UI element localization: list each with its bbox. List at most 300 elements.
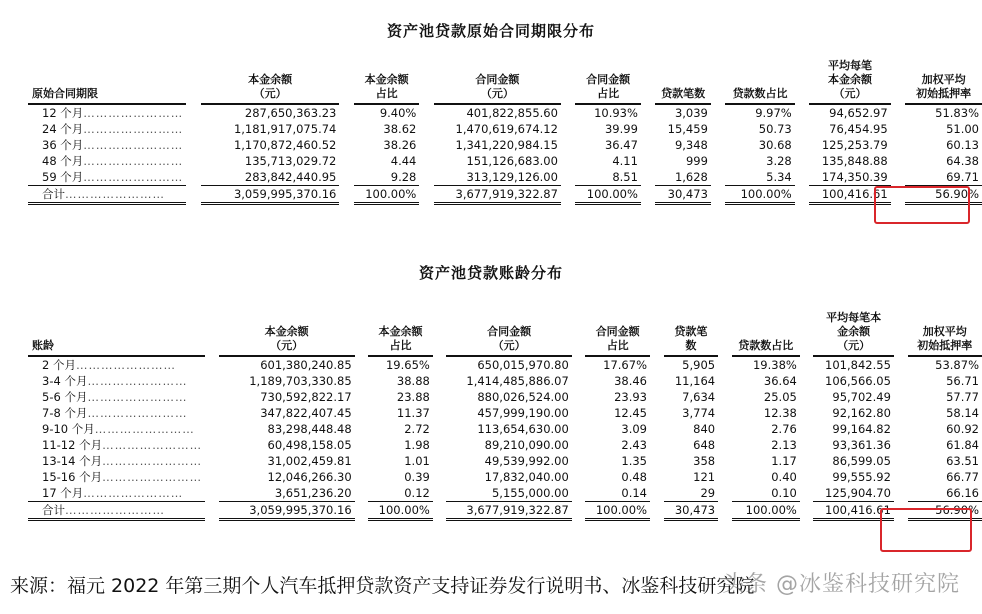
column-gap (572, 373, 586, 389)
table-cell: 347,822,407.45 (260, 406, 352, 420)
table-cell: 3.09 (621, 422, 647, 436)
column-gap (718, 453, 732, 469)
column-gap (186, 104, 201, 121)
leader-dots: …………………… (65, 503, 165, 517)
column-gap (561, 153, 576, 169)
column-gap (800, 389, 814, 405)
table-cell: 2.43 (621, 438, 647, 452)
column-gap (894, 356, 908, 373)
column-gap (205, 453, 219, 469)
table-cell: 64.38 (946, 154, 979, 168)
column-header: 原始合同期限 (28, 44, 186, 104)
column-gap (800, 453, 814, 469)
leader-dots: …………………… (83, 138, 184, 152)
leader-dots: …………………… (87, 406, 188, 420)
column-gap (718, 469, 732, 485)
column-gap (711, 104, 726, 121)
table-cell: 8.51 (612, 170, 638, 184)
leader-dots: …………………… (102, 470, 203, 484)
column-gap (433, 437, 447, 453)
table-cell: 1,189,703,330.85 (249, 374, 352, 388)
column-gap (572, 469, 586, 485)
column-gap (800, 421, 814, 437)
column-gap (572, 485, 586, 502)
table-cell: 1.35 (621, 454, 647, 468)
column-gap (205, 389, 219, 405)
column-gap (339, 137, 354, 153)
table-cell: 135,713,029.72 (244, 154, 337, 168)
column-gap (339, 169, 354, 186)
column-gap (186, 186, 201, 204)
column-gap (419, 137, 434, 153)
table-cell: 100.00% (354, 186, 420, 204)
table-cell: 1,170,872,460.52 (233, 138, 337, 152)
leader-dots: …………………… (94, 422, 195, 436)
total-row (28, 502, 982, 520)
column-gap (650, 373, 664, 389)
table-cell: 56.71 (946, 374, 979, 388)
column-gap (711, 153, 726, 169)
table-cell: 5,905 (682, 358, 716, 372)
table-cell: 3,677,919,322.87 (446, 502, 571, 520)
row-label: 11-12 个月…………………… (42, 438, 203, 452)
table-cell: 38.26 (383, 138, 417, 152)
table-cell: 31,002,459.81 (267, 454, 352, 468)
column-header: 合同金额 占比 (575, 44, 641, 104)
loan-age-table (28, 292, 982, 521)
column-header: 贷款笔数 (655, 44, 710, 104)
column-gap (641, 169, 656, 186)
leader-dots: …………………… (87, 390, 188, 404)
column-gap (650, 356, 664, 373)
row-label: 3-4 个月…………………… (42, 374, 188, 388)
column-gap (650, 421, 664, 437)
column-gap (355, 292, 369, 356)
table-cell: 58.14 (946, 406, 979, 420)
column-gap (186, 44, 201, 104)
table-cell: 12,046,266.30 (267, 470, 352, 484)
column-gap (641, 137, 656, 153)
column-gap (419, 169, 434, 186)
table-cell: 1,414,485,886.07 (466, 374, 569, 388)
column-gap (891, 44, 906, 104)
table-row (28, 137, 982, 153)
table-cell: 63.51 (946, 454, 979, 468)
column-gap (205, 373, 219, 389)
table-cell: 92,162.80 (832, 406, 891, 420)
table-cell: 840 (693, 422, 716, 436)
column-gap (339, 153, 354, 169)
table-cell: 60,498,158.05 (267, 438, 352, 452)
table-cell: 0.10 (771, 486, 797, 500)
table-cell: 601,380,240.85 (260, 358, 352, 372)
column-gap (339, 104, 354, 121)
leader-dots: …………………… (102, 438, 203, 452)
table-cell: 23.93 (614, 390, 647, 404)
table-cell: 17.67% (603, 358, 647, 372)
column-gap (355, 389, 369, 405)
column-header: 加权平均 初始抵押率 (905, 44, 982, 104)
column-header: 加权平均 初始抵押率 (908, 292, 982, 356)
column-gap (894, 389, 908, 405)
table-cell: 1,470,619,674.12 (455, 122, 558, 136)
column-header: 贷款数占比 (725, 44, 794, 104)
column-gap (355, 356, 369, 373)
column-gap (186, 169, 201, 186)
column-gap (650, 502, 664, 520)
table-cell: 11,164 (674, 374, 716, 388)
column-gap (641, 44, 656, 104)
table-header-row (28, 292, 982, 356)
table-cell: 100.00% (575, 186, 641, 204)
column-gap (800, 502, 814, 520)
column-gap (641, 153, 656, 169)
table-cell: 56.90% (908, 502, 982, 520)
leader-dots: …………………… (83, 486, 184, 500)
table-row (28, 453, 982, 469)
column-gap (711, 137, 726, 153)
table-cell: 23.88 (396, 390, 430, 404)
leader-dots: …………………… (75, 358, 176, 372)
leader-dots: …………………… (87, 374, 188, 388)
column-gap (572, 292, 586, 356)
column-gap (433, 453, 447, 469)
table-row (28, 389, 982, 405)
table-cell: 100,416.61 (809, 186, 890, 204)
table-cell: 66.16 (946, 486, 979, 500)
column-gap (891, 169, 906, 186)
column-gap (433, 485, 447, 502)
table-cell: 49,539,992.00 (484, 454, 569, 468)
table-cell: 650,015,970.80 (477, 358, 569, 372)
leader-dots: …………………… (83, 154, 184, 168)
table-cell: 19.65% (385, 358, 430, 372)
column-gap (205, 469, 219, 485)
column-gap (419, 44, 434, 104)
column-gap (561, 186, 576, 204)
column-gap (891, 137, 906, 153)
row-label: 15-16 个月…………………… (42, 470, 203, 484)
column-gap (205, 502, 219, 520)
table-cell: 36.47 (604, 138, 638, 152)
column-gap (572, 453, 586, 469)
column-gap (355, 502, 369, 520)
column-gap (641, 186, 656, 204)
column-gap (795, 153, 810, 169)
table-cell: 9.40% (379, 106, 417, 120)
table-row (28, 356, 982, 373)
column-gap (711, 44, 726, 104)
table-cell: 106,566.05 (825, 374, 891, 388)
column-gap (641, 121, 656, 137)
table-cell: 1,628 (674, 170, 708, 184)
column-gap (433, 502, 447, 520)
leader-dots: …………………… (83, 106, 184, 120)
table-cell: 39.99 (604, 122, 638, 136)
column-gap (891, 121, 906, 137)
column-gap (186, 153, 201, 169)
table-cell: 86,599.05 (832, 454, 891, 468)
column-gap (894, 437, 908, 453)
column-gap (800, 485, 814, 502)
table-cell: 1,181,917,075.74 (233, 122, 337, 136)
table-cell: 60.92 (946, 422, 979, 436)
table-cell: 1.17 (771, 454, 797, 468)
table-cell: 121 (693, 470, 716, 484)
column-gap (561, 104, 576, 121)
column-gap (339, 121, 354, 137)
column-gap (650, 292, 664, 356)
table-cell: 730,592,822.17 (260, 390, 352, 404)
column-gap (795, 121, 810, 137)
column-gap (205, 405, 219, 421)
table-cell: 15,459 (667, 122, 708, 136)
row-label: 13-14 个月…………………… (42, 454, 203, 468)
column-gap (894, 453, 908, 469)
leader-dots: …………………… (65, 187, 165, 201)
column-gap (894, 421, 908, 437)
table-cell: 95,702.49 (832, 390, 891, 404)
column-gap (718, 502, 732, 520)
table-cell: 69.71 (946, 170, 979, 184)
row-label: 2 个月…………………… (42, 358, 176, 372)
table-cell: 313,129,126.00 (466, 170, 558, 184)
table-cell: 9.28 (390, 170, 417, 184)
contract-term-table (28, 44, 982, 205)
column-gap (419, 153, 434, 169)
table-cell: 4.44 (390, 154, 417, 168)
column-gap (795, 44, 810, 104)
table-cell: 3,774 (682, 406, 716, 420)
column-gap (800, 405, 814, 421)
table-row (28, 421, 982, 437)
column-gap (894, 469, 908, 485)
column-header: 贷款数占比 (732, 292, 800, 356)
column-gap (433, 373, 447, 389)
table-cell: 51.00 (946, 122, 979, 136)
column-gap (795, 169, 810, 186)
column-gap (433, 421, 447, 437)
column-gap (419, 104, 434, 121)
table-cell: 57.77 (946, 390, 979, 404)
column-gap (718, 389, 732, 405)
column-gap (795, 186, 810, 204)
column-gap (561, 169, 576, 186)
table-cell: 135,848.88 (821, 154, 888, 168)
leader-dots: …………………… (83, 170, 184, 184)
table-row (28, 121, 982, 137)
column-gap (355, 373, 369, 389)
total-row (28, 186, 982, 204)
table-row (28, 104, 982, 121)
table-cell: 2.76 (771, 422, 797, 436)
column-gap (433, 405, 447, 421)
row-label: 7-8 个月…………………… (42, 406, 188, 420)
column-gap (433, 469, 447, 485)
row-label: 17 个月…………………… (42, 486, 184, 500)
table-cell: 7,634 (682, 390, 716, 404)
column-gap (641, 104, 656, 121)
table-cell: 99,164.82 (832, 422, 891, 436)
table-cell: 30,473 (655, 186, 710, 204)
column-gap (650, 453, 664, 469)
table-cell: 51.83% (935, 106, 979, 120)
table1-title: 资产池贷款原始合同期限分布 (386, 22, 595, 40)
table-cell: 89,210,090.00 (484, 438, 569, 452)
column-gap (894, 292, 908, 356)
column-gap (711, 121, 726, 137)
column-gap (718, 373, 732, 389)
column-gap (419, 121, 434, 137)
column-header: 合同金额 （元） (446, 292, 571, 356)
table-cell: 76,454.95 (829, 122, 888, 136)
row-label: 12 个月…………………… (42, 106, 184, 120)
column-gap (572, 421, 586, 437)
column-gap (711, 169, 726, 186)
table-cell: 100.00% (725, 186, 794, 204)
column-gap (891, 104, 906, 121)
table-cell: 53.87% (935, 358, 979, 372)
column-header: 合同金额 占比 (585, 292, 650, 356)
table-cell: 1.01 (404, 454, 430, 468)
column-gap (355, 405, 369, 421)
column-gap (718, 405, 732, 421)
source-caption: 来源：福元 2022 年第三期个人汽车抵押贷款资产支持证券发行说明书、冰鉴科技研究院 (10, 575, 755, 597)
table-cell: 83,298,448.48 (267, 422, 352, 436)
row-label: 48 个月…………………… (42, 154, 184, 168)
table-cell: 38.46 (614, 374, 647, 388)
table-cell: 99,555.92 (832, 470, 891, 484)
column-gap (572, 389, 586, 405)
column-gap (205, 485, 219, 502)
column-gap (891, 153, 906, 169)
table-cell: 0.40 (771, 470, 797, 484)
table2-title: 资产池贷款账龄分布 (418, 264, 563, 282)
column-gap (186, 121, 201, 137)
column-gap (433, 389, 447, 405)
column-header: 本金余额 （元） (219, 292, 355, 356)
leader-dots: …………………… (102, 454, 203, 468)
table-cell: 5,155,000.00 (491, 486, 569, 500)
column-gap (650, 485, 664, 502)
leader-dots: …………………… (83, 122, 184, 136)
table-cell: 125,904.70 (825, 486, 891, 500)
column-header: 账龄 (28, 292, 205, 356)
column-gap (355, 485, 369, 502)
table-cell: 56.90% (905, 186, 982, 204)
column-gap (572, 405, 586, 421)
table-cell: 2.72 (404, 422, 430, 436)
table-cell: 113,654,630.00 (477, 422, 569, 436)
table-cell: 93,361.36 (832, 438, 891, 452)
table-cell: 30.68 (758, 138, 792, 152)
column-gap (205, 356, 219, 373)
column-gap (205, 437, 219, 453)
table-cell: 999 (685, 154, 708, 168)
column-gap (339, 186, 354, 204)
column-gap (711, 186, 726, 204)
column-gap (650, 469, 664, 485)
column-gap (186, 137, 201, 153)
column-gap (433, 356, 447, 373)
row-label: 9-10 个月…………………… (42, 422, 195, 436)
column-gap (561, 121, 576, 137)
table-cell: 648 (693, 438, 716, 452)
row-label: 5-6 个月…………………… (42, 390, 188, 404)
table-cell: 3,651,236.20 (274, 486, 352, 500)
table-cell: 151,126,683.00 (466, 154, 558, 168)
table-cell: 457,999,190.00 (477, 406, 569, 420)
column-gap (561, 44, 576, 104)
table-cell: 36.64 (763, 374, 797, 388)
watermark: 头条 @冰鉴科技研究院 (722, 572, 960, 597)
table-cell: 0.14 (621, 486, 647, 500)
column-gap (650, 437, 664, 453)
row-label: 合计…………………… (28, 502, 205, 520)
table-cell: 358 (693, 454, 716, 468)
column-gap (718, 356, 732, 373)
column-gap (355, 421, 369, 437)
table-cell: 3,039 (674, 106, 708, 120)
column-header: 平均每笔 本金余额 （元） (809, 44, 890, 104)
column-gap (355, 469, 369, 485)
row-label: 59 个月…………………… (42, 170, 184, 184)
table-cell: 100.00% (732, 502, 800, 520)
column-gap (795, 137, 810, 153)
table-row (28, 437, 982, 453)
column-header: 贷款笔 数 (664, 292, 719, 356)
column-gap (718, 421, 732, 437)
table-cell: 0.39 (404, 470, 430, 484)
table-row (28, 169, 982, 186)
column-gap (355, 437, 369, 453)
column-gap (800, 437, 814, 453)
table-cell: 1,341,220,984.15 (455, 138, 558, 152)
column-header: 本金余额 占比 (354, 44, 420, 104)
table-cell: 61.84 (946, 438, 979, 452)
table-cell: 100.00% (585, 502, 650, 520)
table-row (28, 405, 982, 421)
table-cell: 3,059,995,370.16 (219, 502, 355, 520)
row-label: 24 个月…………………… (42, 122, 184, 136)
table-cell: 50.73 (758, 122, 792, 136)
table-cell: 38.88 (396, 374, 430, 388)
table-cell: 25.05 (763, 390, 797, 404)
table-cell: 101,842.55 (825, 358, 891, 372)
table-header-row (28, 44, 982, 104)
column-gap (419, 186, 434, 204)
row-label: 36 个月…………………… (42, 138, 184, 152)
table-cell: 3,059,995,370.16 (201, 186, 340, 204)
column-gap (205, 421, 219, 437)
table-cell: 880,026,524.00 (477, 390, 569, 404)
table-cell: 12.38 (763, 406, 797, 420)
table-cell: 12.45 (614, 406, 647, 420)
column-gap (718, 292, 732, 356)
column-header: 本金余额 （元） (201, 44, 340, 104)
column-gap (572, 502, 586, 520)
table-cell: 19.38% (752, 358, 797, 372)
table-cell: 9,348 (674, 138, 708, 152)
table-cell: 100.00% (368, 502, 433, 520)
table-cell: 283,842,440.95 (244, 170, 337, 184)
column-gap (795, 104, 810, 121)
table-cell: 2.13 (771, 438, 797, 452)
table-cell: 10.93% (594, 106, 638, 120)
row-label: 合计…………………… (28, 186, 186, 204)
highlight-box-table2 (880, 508, 972, 552)
column-gap (572, 356, 586, 373)
